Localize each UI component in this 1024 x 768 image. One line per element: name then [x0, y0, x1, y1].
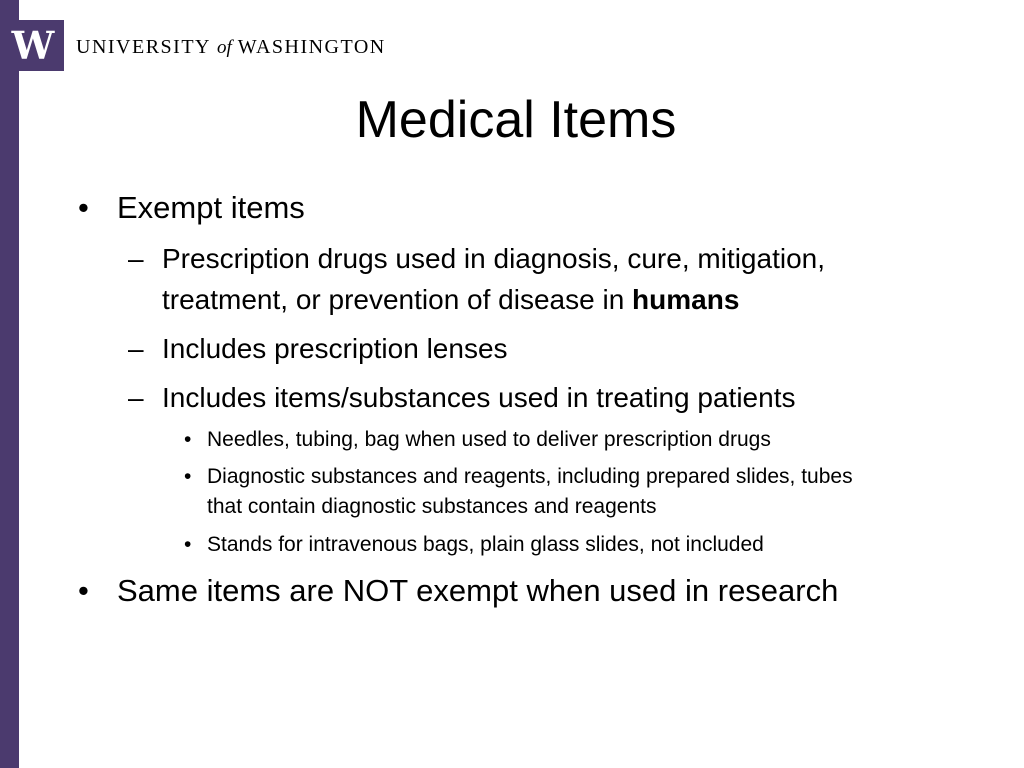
slide-title: Medical Items: [355, 91, 677, 149]
sub-sub-bullet-diagnostic-line2: that contain diagnostic substances and reagents: [207, 495, 657, 518]
dash-marker: –: [128, 382, 144, 413]
sub-bullet-prescription-drugs-line1: Prescription drugs used in diagnosis, cure, mitigation,: [162, 243, 826, 274]
small-bullet-marker: •: [184, 533, 192, 556]
sub-bullet-items-substances: Includes items/substances used in treating patients: [162, 382, 796, 413]
wordmark-washington: WASHINGTON: [237, 36, 386, 58]
sub-bullet-prescription-lenses: Includes prescription lenses: [162, 333, 508, 364]
bullet-exempt-items: Exempt items: [117, 190, 305, 225]
dash-marker: –: [128, 333, 144, 364]
wordmark-of: of: [217, 37, 232, 58]
dash-marker: –: [128, 243, 144, 274]
small-bullet-marker: •: [184, 465, 192, 488]
drugs-line2-text: treatment, or prevention of disease in: [162, 284, 633, 315]
sub-sub-bullet-stands: Stands for intravenous bags, plain glass slides, not included: [207, 533, 764, 556]
bullet-marker: •: [78, 190, 89, 225]
wordmark-university: UNIVERSITY: [76, 36, 211, 58]
sub-bullet-prescription-drugs-line2: [162, 279, 739, 320]
sub-sub-bullet-needles: Needles, tubing, bag when used to deliver prescription drugs: [207, 428, 771, 451]
bullet-research-not-exempt: Same items are NOT exempt when used in research: [117, 573, 839, 608]
uw-logo-letter: W: [11, 22, 53, 68]
small-bullet-marker: •: [184, 428, 192, 451]
bullet-marker: •: [78, 573, 89, 608]
sub-sub-bullet-diagnostic-line1: Diagnostic substances and reagents, including prepared slides, tubes: [207, 465, 853, 488]
drugs-humans-emphasis: humans: [632, 284, 740, 315]
